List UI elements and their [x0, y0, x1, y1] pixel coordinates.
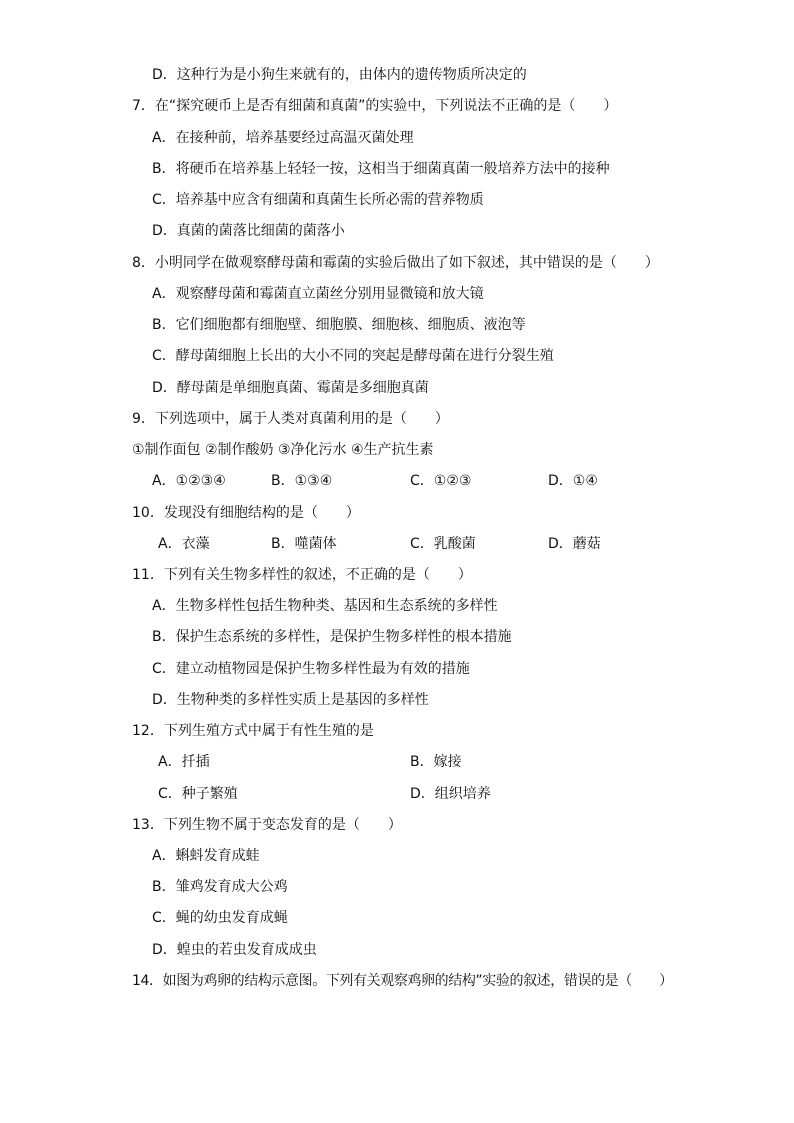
- q10-option-b: B．噬菌体: [271, 536, 337, 552]
- q7-option-a: A．在接种前，培养基要经过高温灭菌处理: [152, 130, 414, 146]
- q12-option-a: A．扦插: [158, 754, 210, 770]
- q11-option-a: A．生物多样性包括生物种类、基因和生态系统的多样性: [152, 598, 498, 614]
- q10-option-d: D．蘑菇: [548, 536, 601, 552]
- q13-option-c: C．蝇的幼虫发育成蝇: [152, 910, 288, 926]
- q8-stem: 8．小明同学在做观察酵母菌和霉菌的实验后做出了如下叙述，其中错误的是（ ）: [132, 255, 659, 271]
- q12-option-b: B．嫁接: [410, 754, 462, 770]
- q12-option-d: D．组织培养: [410, 786, 491, 802]
- q9-items: ①制作面包 ②制作酸奶 ③净化污水 ④生产抗生素: [132, 442, 434, 458]
- q8-option-a: A．观察酵母菌和霉菌直立菌丝分别用显微镜和放大镜: [152, 286, 484, 302]
- q13-option-d: D．蝗虫的若虫发育成成虫: [152, 942, 317, 958]
- q11-option-b: B．保护生态系统的多样性，是保护生物多样性的根本措施: [152, 629, 512, 645]
- q13-stem: 13．下列生物不属于变态发育的是（ ）: [132, 817, 402, 833]
- q10-stem: 10．发现没有细胞结构的是（ ）: [132, 505, 360, 521]
- q7-stem: 7．在“探究硬币上是否有细菌和真菌”的实验中，下列说法不正确的是（ ）: [132, 98, 618, 114]
- q8-option-d: D．酵母菌是单细胞真菌、霉菌是多细胞真菌: [152, 380, 429, 396]
- q7-option-b: B．将硬币在培养基上轻轻一按，这相当于细菌真菌一般培养方法中的接种: [152, 161, 610, 177]
- q12-option-c: C．种子繁殖: [158, 786, 238, 802]
- q11-stem: 11．下列有关生物多样性的叙述，不正确的是（ ）: [132, 567, 472, 583]
- q11-option-c: C．建立动植物园是保护生物多样性最为有效的措施: [152, 661, 470, 677]
- q7-option-d: D．真菌的菌落比细菌的菌落小: [152, 223, 345, 239]
- q10-option-c: C．乳酸菌: [410, 536, 476, 552]
- q10-option-a: A．衣藻: [158, 536, 210, 552]
- q14-stem: 14．如图为鸡卵的结构示意图。下列有关观察鸡卵的结构”实验的叙述，错误的是（ ）: [132, 973, 673, 989]
- q13-option-a: A．蝌蚪发育成蛙: [152, 848, 260, 864]
- q9-option-b: B．①③④: [271, 473, 333, 489]
- q9-option-a: A．①②③④: [152, 473, 226, 489]
- q9-stem: 9．下列选项中，属于人类对真菌利用的是（ ）: [132, 411, 449, 427]
- q7-option-c: C．培养基中应含有细菌和真菌生长所必需的营养物质: [152, 192, 484, 208]
- q8-option-b: B．它们细胞都有细胞壁、细胞膜、细胞核、细胞质、液泡等: [152, 317, 526, 333]
- q13-option-b: B．雏鸡发育成大公鸡: [152, 879, 288, 895]
- q6-option-d: D．这种行为是小狗生来就有的，由体内的遗传物质所决定的: [152, 67, 527, 83]
- q12-stem: 12．下列生殖方式中属于有性生殖的是: [132, 723, 374, 739]
- q8-option-c: C．酵母菌细胞上长出的大小不同的突起是酵母菌在进行分裂生殖: [152, 348, 554, 364]
- q11-option-d: D．生物种类的多样性实质上是基因的多样性: [152, 692, 429, 708]
- q9-option-d: D．①④: [548, 473, 598, 489]
- q9-option-c: C．①②③: [410, 473, 472, 489]
